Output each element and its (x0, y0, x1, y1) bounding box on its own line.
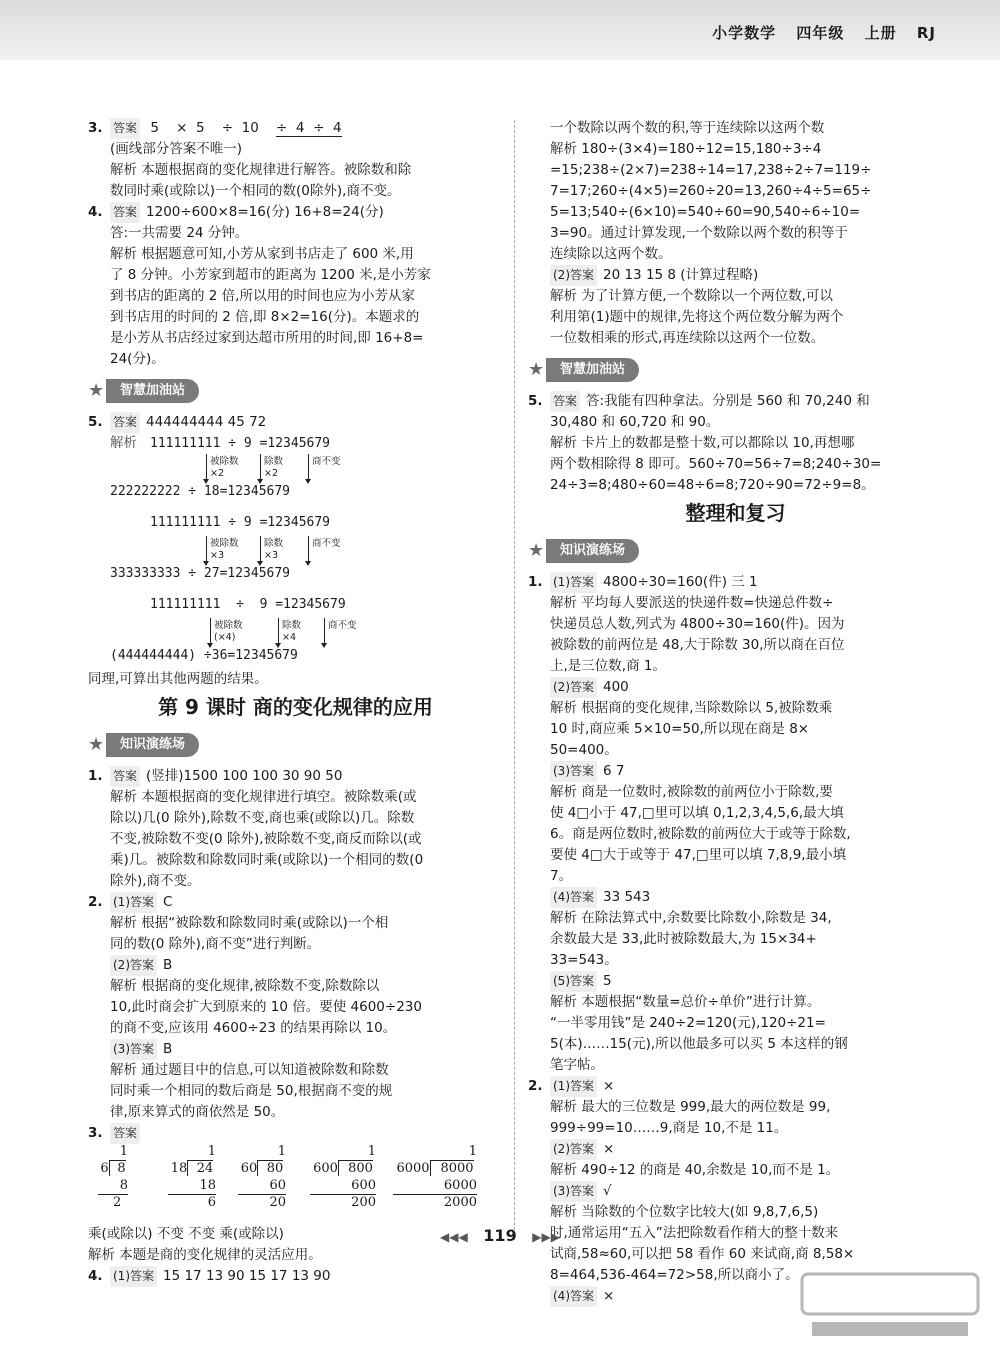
text-line: 解析 本题根据“数量=总价÷单价”进行计算。 (550, 994, 821, 1010)
watermark-logo (800, 1270, 980, 1340)
calc-line: 111111111 ÷ 9 =12345679 (150, 515, 331, 530)
q1-answer: 1. (1)答案 4800÷30=160(件) 三 1 (528, 572, 943, 593)
remainder: 200 (351, 1195, 376, 1210)
text-line: 解析 本题是商的变化规律的灵活应用。 (88, 1247, 322, 1263)
arrow-group: 被除数 ×2 除数 ×2 商不变 (88, 454, 503, 484)
arrow-icon (206, 454, 207, 482)
section-banner: ★ 知识演练场 (528, 536, 943, 568)
sub-answer: (3)答案 6 7 (528, 761, 943, 782)
sub-answer: (2)答案 20 13 15 8 (计算过程略) (528, 265, 943, 286)
text-line: 除以)几(0 除外),除数不变,商也乘(或除以)几。除数 (110, 810, 415, 826)
text-line: 律,原来算式的商依然是 50。 (110, 1104, 285, 1120)
text-line: 乘)几。被除数和除数同时乘(或除以)一个相同的数(0 (110, 852, 424, 868)
dividend: 8 (109, 1160, 126, 1176)
text-line: 解析 180÷(3×4)=180÷12=15,180÷3÷4 (550, 141, 822, 157)
text-line: (画线部分答案不唯一) (110, 141, 243, 157)
sub-answer: (4)答案 × (528, 1286, 943, 1307)
text-line: 到书店用的时间的 2 倍,即 8×2=16(分)。本题求的 (110, 309, 420, 325)
text-line: 解析 本题根据商的变化规律进行解答。被除数和除 (110, 162, 412, 178)
arrow-icon (308, 454, 309, 482)
divisor: 6000 (396, 1161, 430, 1176)
quotient: 1 (277, 1144, 286, 1159)
sub-answer: (2)答案 × (528, 1139, 943, 1160)
q5-answer: 5. 答案 答:我能有四种拿法。分别是 560 和 70,240 和 (528, 391, 943, 412)
long-division (168, 1144, 216, 1212)
text-line: 被除数的前两位是 48,大于除数 30,所以商在百位 (550, 637, 845, 653)
dividend: 80 (257, 1160, 283, 1176)
text-line: 解析 根据题意可知,小芳从家到书店走了 600 米,用 (110, 246, 414, 262)
calc-line: 111111111 ÷ 9 =12345679 (150, 597, 346, 612)
section-banner: ★ 智慧加油站 (88, 376, 503, 408)
quotient: 1 (367, 1144, 376, 1159)
text-line: 7。 (550, 868, 573, 884)
header-subject: 小学数学 (712, 24, 777, 42)
q4-answer: 4. 答案 1200÷600×8=16(分) 16+8=24(分) (88, 202, 503, 223)
arrow-icon (260, 536, 261, 564)
text-line: 解析 根据商的变化规律,当除数除以 5,被除数乘 (550, 700, 833, 716)
product: 18 (168, 1178, 216, 1195)
calc-line: (444444444) ÷36=12345679 (110, 648, 298, 663)
text-line: 解析 在除法算式中,余数要比除数小,除数是 34, (550, 910, 832, 926)
quotient: 1 (468, 1144, 477, 1159)
text-line: 连续除以这两个数。 (550, 246, 672, 262)
arrow-icon (210, 618, 211, 646)
remainder: 6 (207, 1195, 216, 1210)
text-line: 除外),商不变。 (110, 873, 201, 889)
next-arrows-icon: ▶▶▶ (532, 1230, 560, 1244)
text-line: 解析 490÷12 的商是 40,余数是 10,而不是 1。 (550, 1162, 840, 1178)
section-banner: ★ 知识演练场 (88, 730, 503, 762)
divisor: 60 (240, 1161, 258, 1176)
text-line: 笔字帖。 (550, 1057, 604, 1073)
long-division-group (88, 1144, 503, 1224)
header-volume: 上册 (864, 24, 897, 42)
text-line: 50=400。 (550, 742, 618, 758)
text-line: 一位数相乘的形式,再连续除以这两个一位数。 (550, 330, 825, 346)
text-line: 数同时乘(或除以)一个相同的数(0除外),商不变。 (110, 183, 401, 199)
text-line: 24÷3=8;480÷60=48÷6=8;720÷90=72÷9=8。 (550, 477, 875, 493)
product: 6000 (393, 1178, 477, 1195)
arrow-icon (308, 536, 309, 564)
text-line: 解析 通过题目中的信息,可以知道被除数和除数 (110, 1062, 389, 1078)
text-line: 同理,可算出其他两题的结果。 (88, 671, 268, 687)
calc-line: 222222222 ÷ 18=12345679 (110, 484, 291, 499)
text-line: 8=464,536-464=72>58,所以商小了。 (550, 1267, 799, 1283)
text-line: 解析 为了计算方便,一个数除以一个两位数,可以 (550, 288, 833, 304)
arrow-group: 被除数 ×3 除数 ×3 商不变 (88, 536, 503, 566)
text-line: 解析 卡片上的数都是整十数,可以都除以 10,再想哪 (550, 435, 855, 451)
arrow-icon (260, 454, 261, 482)
star-icon: ★ (528, 359, 545, 380)
text-line: =15;238÷(2×7)=238÷14=17,238÷2÷7=119÷ (550, 162, 872, 178)
product: 600 (310, 1178, 376, 1195)
dividend: 800 (338, 1160, 373, 1176)
product: 60 (238, 1178, 286, 1195)
star-icon: ★ (528, 540, 545, 561)
prev-arrows-icon: ◀◀◀ (440, 1230, 468, 1244)
sub-answer: (4)答案 33 543 (528, 887, 943, 908)
text-line: 999÷99=10……9,商是 10,不是 11。 (550, 1120, 788, 1136)
calc-line: 333333333 ÷ 27=12345679 (110, 566, 291, 581)
page-footer (0, 1226, 1000, 1245)
text-line: 了 8 分钟。小芳家到超市的距离为 1200 米,是小芳家 (110, 267, 431, 283)
q5-answer: 5. 答案 444444444 45 72 (88, 412, 503, 433)
text-line: 5(本)……15(元),所以他最多可以买 5 本这样的钢 (550, 1036, 848, 1052)
sub-answer: (3)答案 B (88, 1039, 503, 1060)
lesson-title: 第 9 课时 商的变化规律的应用 (158, 695, 433, 719)
text-line: 10 时,商应乘 5×10=50,所以现在商是 8× (550, 721, 810, 737)
text-line: 3=90。通过计算发现,一个数除以两个数的积等于 (550, 225, 848, 241)
text-line: 同时乘一个相同的数后商是 50,根据商不变的规 (110, 1083, 393, 1099)
text-line: 上,是三位数,商 1。 (550, 658, 666, 674)
text-line: 24(分)。 (110, 351, 165, 367)
arrow-icon (324, 618, 325, 646)
section-title: 整理和复习 (685, 501, 786, 525)
calc-line: 解析 111111111 ÷ 9 =12345679 (110, 435, 331, 451)
quotient: 1 (207, 1144, 216, 1159)
long-division (310, 1144, 376, 1212)
long-division (98, 1144, 128, 1212)
text-line: “一半零用钱”是 240÷2=120(元),120÷21= (550, 1015, 826, 1031)
text-line: 33=543。 (550, 952, 618, 968)
text-line: 解析 根据商的变化规律,被除数不变,除数除以 (110, 978, 380, 994)
text-line: 解析 最大的三位数是 999,最大的两位数是 99, (550, 1099, 831, 1115)
text-line: 5=13;540÷(6×10)=540÷60=90,540÷6÷10= (550, 204, 861, 220)
q4b-answer: 4. (1)答案 15 17 13 90 15 17 13 90 (88, 1266, 503, 1287)
text-line: 时,通常运用“五入”法把除数看作稍大的整十数来 (550, 1225, 839, 1241)
section-banner: ★ 智慧加油站 (528, 355, 943, 387)
dividend: 8000 (430, 1160, 474, 1176)
text-line: 解析 商是一位数时,被除数的前两位小于除数,要 (550, 784, 833, 800)
remainder: 2 (113, 1195, 122, 1210)
q2-answer: 2. (1)答案 C (88, 892, 503, 913)
product: 8 (98, 1178, 128, 1195)
arrow-icon (278, 618, 279, 646)
text-line: 快递员总人数,列式为 4800÷30=160(件)。因为 (550, 616, 845, 632)
dividend: 24 (187, 1160, 213, 1176)
arrow-group: 被除数 (×4) 除数 ×4 商不变 (88, 618, 503, 648)
long-division (393, 1144, 477, 1212)
text-line: 6。商是两位数时,被除数的前两位大于或等于除数, (550, 826, 851, 842)
sub-answer: (3)答案 √ (528, 1181, 943, 1202)
q1-answer: 1. 答案 (竖排)1500 100 100 30 90 50 (88, 766, 503, 787)
text-line: 同的数(0 除外),商不变”进行判断。 (110, 936, 321, 952)
text-line: 10,此时商会扩大到原来的 10 倍。要使 4600÷230 (110, 999, 422, 1015)
text-line: 两个数相除得 8 即可。560÷70=56÷7=8;240÷30= (550, 456, 882, 472)
text-line: 解析 本题根据商的变化规律进行填空。被除数乘(或 (110, 789, 417, 805)
text-line: 不变,被除数不变(0 除外),被除数不变,商反而除以(或 (110, 831, 422, 847)
divisor: 18 (170, 1161, 188, 1176)
text-line: 利用第(1)题中的规律,先将这个两位数分解为两个 (550, 309, 844, 325)
text-line: 乘(或除以) 不变 不变 乘(或除以) (88, 1226, 284, 1242)
remainder: 2000 (443, 1195, 477, 1210)
header-edition: RJ (916, 24, 936, 42)
sub-answer: (2)答案 400 (528, 677, 943, 698)
text-line: 7=17;260÷(4×5)=260÷20=13,260÷4÷5=65÷ (550, 183, 872, 199)
text-line: 的商不变,应该用 4600÷23 的结果再除以 10。 (110, 1020, 397, 1036)
divisor: 600 (313, 1161, 338, 1176)
star-icon: ★ (88, 734, 105, 755)
text-line: 30,480 和 60,720 和 90。 (550, 414, 720, 430)
text-line: 答:一共需要 24 分钟。 (110, 225, 249, 241)
text-line: 解析 平均每人要派送的快递件数=快递总件数÷ (550, 595, 834, 611)
text-line: 余数最大是 33,此时被除数最大,为 15×34+ (550, 931, 817, 947)
header-grade: 四年级 (796, 24, 845, 42)
long-division (238, 1144, 286, 1212)
quotient: 1 (119, 1144, 128, 1159)
text-line: 使 4□小于 47,□里可以填 0,1,2,3,4,5,6,最大填 (550, 805, 844, 821)
q3b-answer: 3. 答案 (88, 1123, 503, 1144)
text-line: 解析 当除数的个位数字比较大(如 9,8,7,6,5) (550, 1204, 819, 1220)
page-number: 119 (483, 1226, 517, 1245)
remainder: 20 (269, 1195, 286, 1210)
arrow-icon (206, 536, 207, 564)
sub-answer: (2)答案 B (88, 955, 503, 976)
text-line: 试商,58≈60,可以把 58 看作 60 来试商,商 8,58× (550, 1246, 855, 1262)
q3-answer: 3. 答案 5 × 5 ÷ 10 ÷ 4 ÷ 4 (88, 118, 503, 139)
divisor: 6 (100, 1161, 109, 1176)
q2-answer: 2. (1)答案 × (528, 1076, 943, 1097)
text-line: 是小芳从书店经过家到达超市所用的时间,即 16+8= (110, 330, 424, 346)
text-line: 要使 4□大于或等于 47,□里可以填 7,8,9,最小填 (550, 847, 847, 863)
text-line: 解析 根据“被除数和除数同时乘(或除以)一个相 (110, 915, 389, 931)
left-column (88, 118, 503, 1287)
star-icon: ★ (88, 380, 105, 401)
page-header (698, 22, 936, 43)
text-line: 到书店的距离的 2 倍,所以用的时间也应为小芳从家 (110, 288, 415, 304)
text-line: 一个数除以两个数的积,等于连续除以这两个数 (550, 120, 825, 136)
sub-answer: (5)答案 5 (528, 971, 943, 992)
right-column (528, 118, 943, 1307)
column-divider (514, 120, 515, 1240)
